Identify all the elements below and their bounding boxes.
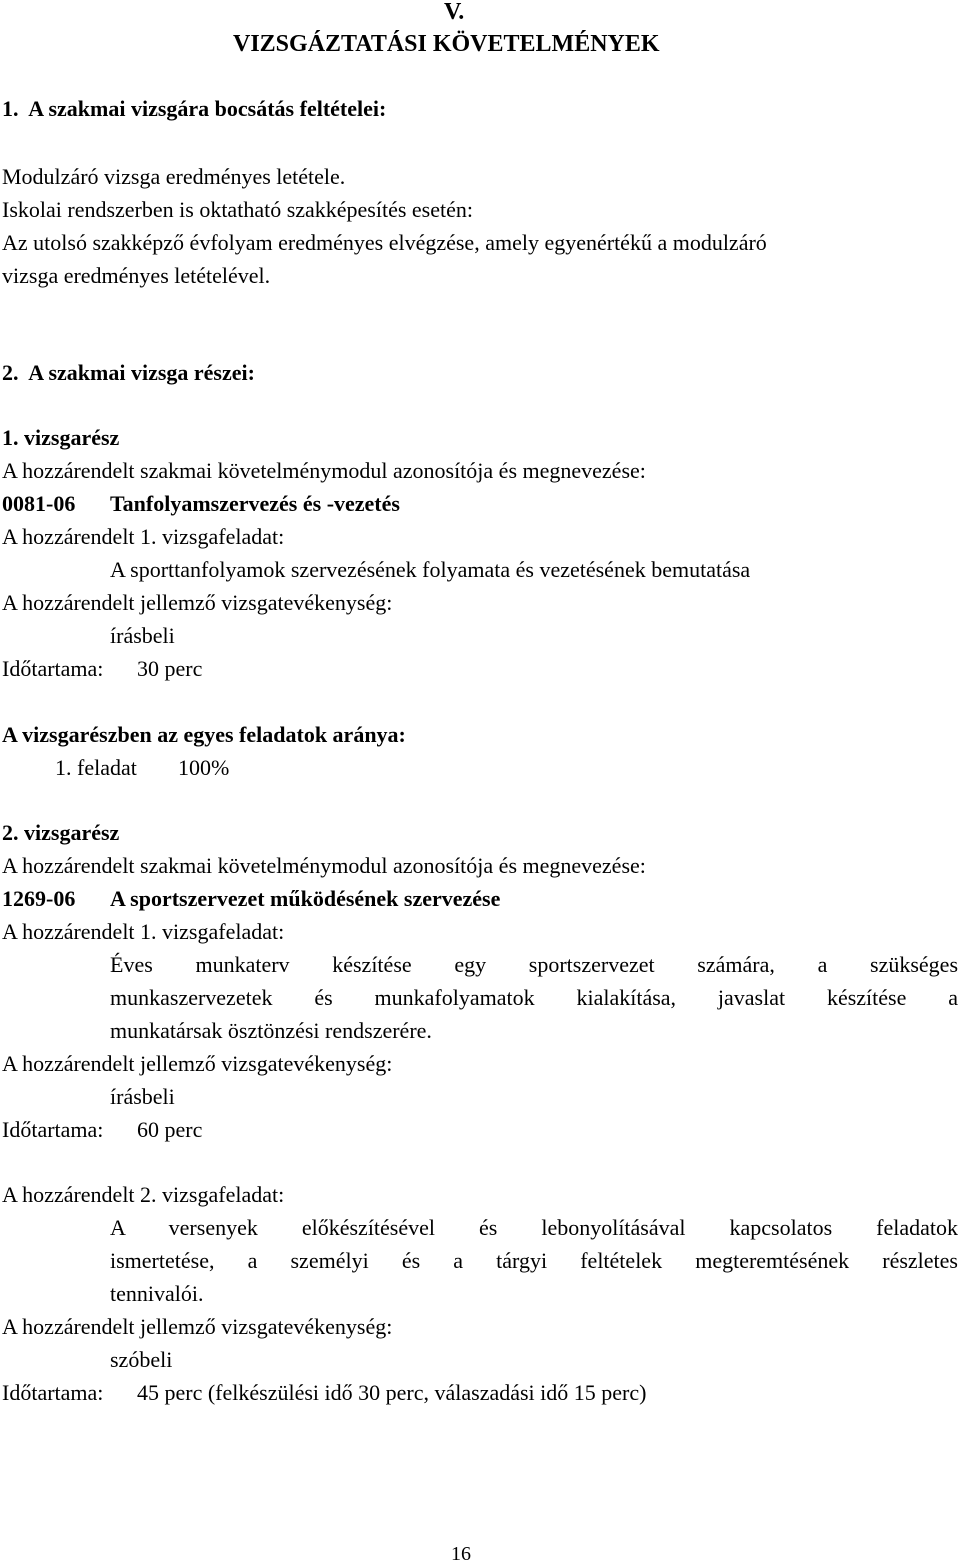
part1-module-label: A hozzárendelt szakmai követelménymodul azonosítója és megnevezése:	[2, 458, 646, 483]
part1-task1-label: A hozzárendelt 1. vizsgafeladat:	[2, 524, 285, 549]
part2-task1-activity-label: A hozzárendelt jellemző vizsgatevékenység:	[2, 1051, 393, 1076]
part1-ratio-task: 1. feladat	[55, 755, 137, 780]
part2-module-label: A hozzárendelt szakmai követelménymodul azonosítója és megnevezése:	[2, 853, 646, 878]
part1-module-code: 0081-06	[2, 491, 76, 516]
section2-heading: 2. A szakmai vizsga részei:	[2, 360, 255, 385]
part2-module-name: A sportszervezet működésének szervezése	[110, 886, 501, 911]
part2-task2-activity-value: szóbeli	[110, 1347, 173, 1372]
part1-task1-desc: A sporttanfolyamok szervezésének folyamata és vezetésének bemutatása	[110, 557, 751, 582]
page-number: 16	[451, 1543, 471, 1565]
part2-task2-duration-label: Időtartama:	[2, 1380, 104, 1405]
section1-line: vizsga eredményes letételével.	[2, 263, 271, 288]
part1-activity-value: írásbeli	[110, 623, 175, 648]
part2-task2-desc-line: A versenyek előkészítésével és lebonyolításával kapcsolatos feladatok	[110, 1215, 958, 1240]
part2-task1-desc-line: munkatársak ösztönzési rendszerére.	[110, 1018, 432, 1043]
part2-task1-duration-value: 60 perc	[137, 1117, 203, 1142]
part1-duration-label: Időtartama:	[2, 656, 104, 681]
part1-duration-value: 30 perc	[137, 656, 203, 681]
part1-activity-label: A hozzárendelt jellemző vizsgatevékenység:	[2, 590, 393, 615]
part1-module-name: Tanfolyamszervezés és -vezetés	[110, 491, 400, 516]
section1-line: Az utolsó szakképző évfolyam eredményes elvégzése, amely egyenértékű a modulzáró	[2, 230, 767, 255]
part2-task1-desc-line: munkaszervezetek és munkafolyamatok kialakítása, javaslat készítése a	[110, 985, 958, 1010]
part2-task2-duration-value: 45 perc (felkészülési idő 30 perc, válaszadási idő 15 perc)	[137, 1380, 647, 1405]
part2-task2-desc-line: ismertetése, a személyi és a tárgyi feltételek megteremtésének részletes	[110, 1248, 958, 1273]
part2-title: 2. vizsgarész	[2, 820, 120, 845]
part2-task1-duration-label: Időtartama:	[2, 1117, 104, 1142]
part2-task2-activity-label: A hozzárendelt jellemző vizsgatevékenység:	[2, 1314, 393, 1339]
section1-line: Modulzáró vizsga eredményes letétele.	[2, 164, 346, 189]
section1-line: Iskolai rendszerben is oktatható szakképesítés esetén:	[2, 197, 474, 222]
part1-ratio-heading: A vizsgarészben az egyes feladatok aránya:	[2, 722, 406, 747]
part2-module-code: 1269-06	[2, 886, 76, 911]
part2-task2-label: A hozzárendelt 2. vizsgafeladat:	[2, 1182, 285, 1207]
part1-ratio-value: 100%	[178, 755, 230, 780]
part2-task1-activity-value: írásbeli	[110, 1084, 175, 1109]
part2-task1-desc-line: Éves munkaterv készítése egy sportszervezet számára, a szükséges	[110, 952, 958, 977]
part2-task2-desc-line: tennivalói.	[110, 1281, 204, 1306]
section1-heading: 1. A szakmai vizsgára bocsátás feltételei:	[2, 96, 387, 121]
part2-task1-label: A hozzárendelt 1. vizsgafeladat:	[2, 919, 285, 944]
roman-numeral: V.	[444, 0, 465, 25]
part1-title: 1. vizsgarész	[2, 425, 120, 450]
page-title: VIZSGÁZTATÁSI KÖVETELMÉNYEK	[233, 31, 660, 57]
